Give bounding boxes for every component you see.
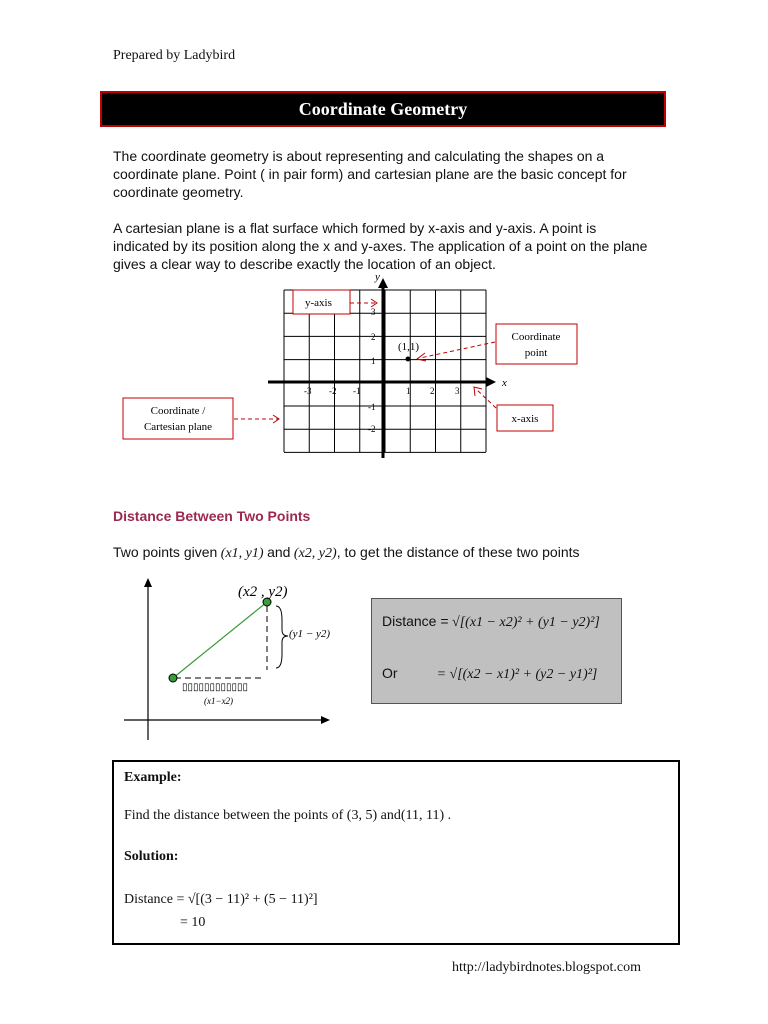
section-heading-distance: Distance Between Two Points: [113, 508, 311, 524]
example-point-b: (11, 11): [400, 808, 445, 823]
intro-prefix: Two points given: [113, 544, 218, 560]
distance-formula-box: [371, 598, 622, 704]
x-axis-arrowhead: [486, 377, 496, 387]
y-axis-callout-label: y-axis: [305, 297, 332, 309]
coordinate-point-callout-line2: point: [524, 347, 548, 359]
prepared-by: Prepared by Ladybird: [113, 48, 236, 63]
segment-between-points: [173, 602, 267, 678]
plane-callout-line2: Cartesian plane: [143, 421, 213, 433]
x-tick-label: 2: [430, 386, 435, 396]
x-tick-label: 3: [455, 386, 460, 396]
y-tick-label: 1: [371, 356, 376, 366]
x-tick-label: -3: [304, 386, 312, 396]
example-question-prefix: Find the distance between the points of: [124, 808, 344, 823]
page-title-text: Coordinate Geometry: [298, 98, 468, 119]
example-question-and: and: [380, 808, 401, 823]
point-1-notation: (x1, y1): [220, 546, 264, 561]
point-label: (1,1): [398, 341, 420, 353]
two-points-intro: [113, 544, 580, 562]
solution-result: = 10: [180, 915, 206, 930]
formula-line-2: [382, 665, 597, 683]
example-box: [112, 760, 680, 945]
y-tick-label: -1: [368, 402, 376, 412]
x-tick-label: 1: [406, 386, 411, 396]
y-tick-label: 2: [371, 332, 376, 342]
garbled-text: ▯▯▯▯▯▯▯▯▯▯▯▯: [182, 682, 249, 693]
formula-line-1: [382, 613, 600, 631]
y-tick-label: -2: [368, 424, 376, 434]
diagram-x-axis-arrowhead: [321, 716, 330, 724]
example-point-a: (3, 5): [346, 808, 378, 823]
diagram-y-axis-arrowhead: [144, 578, 152, 587]
example-heading: Example:: [124, 770, 182, 785]
solution-heading: Solution:: [124, 849, 179, 864]
vertical-brace: [276, 606, 288, 668]
intro-and: and: [267, 544, 291, 560]
distance-diagram: [110, 570, 350, 745]
example-question-end: .: [447, 808, 452, 823]
plane-callout-line1: Coordinate /: [150, 405, 206, 417]
intro-paragraph-1: The coordinate geometry is about representing and calculating the shapes on a coordinate plane. Point ( in pair form) and cartesian plane are the basic concept for coordinate geometry.: [113, 148, 627, 200]
point-2-notation: (x2, y2): [293, 546, 337, 561]
x-tick-label: -2: [329, 386, 337, 396]
formula-eq: =: [436, 667, 447, 682]
horizontal-diff-label: (x1−x2): [204, 696, 234, 706]
point-x1-y1: [169, 674, 177, 682]
intro-paragraph-2: A cartesian plane is a flat surface which formed by x-axis and y-axis. A point is indicated by its position along the x and y-axes. The application of a point on the plane gives a clear way to describe exactly the location of an object.: [113, 220, 648, 272]
y-tick-label: 3: [371, 307, 376, 317]
solution-distance: [124, 892, 318, 908]
example-question: [124, 808, 451, 824]
formula-label-distance: Distance =: [382, 613, 449, 629]
formula-label-or: Or: [382, 665, 398, 681]
intro-suffix: , to get the distance of these two points: [336, 544, 580, 560]
point-1-1: [406, 357, 411, 362]
cartesian-plane-figure: [0, 0, 768, 500]
coordinate-point-callout-line1: Coordinate: [511, 331, 561, 343]
x-axis-letter: x: [502, 377, 507, 389]
footer-url[interactable]: http://ladybirdnotes.blogspot.com: [452, 960, 641, 975]
formula-expr-1: √[(x1 − x2)² + (y1 − y2)²]: [452, 615, 600, 630]
formula-expr-2: √[(x2 − x1)² + (y2 − y1)²]: [449, 667, 598, 682]
y-axis-letter: y: [375, 271, 380, 283]
solution-distance-expr: √[(3 − 11)² + (5 − 11)²]: [187, 892, 318, 907]
coordinate-point-callout-arrow: [420, 342, 495, 358]
x-tick-label: -1: [353, 386, 361, 396]
diagram-top-label: (x2 , y2): [238, 584, 288, 600]
vertical-diff-label: (y1 − y2): [289, 628, 331, 640]
x-axis-callout-label: x-axis: [511, 413, 539, 425]
solution-distance-label: Distance =: [124, 892, 185, 907]
